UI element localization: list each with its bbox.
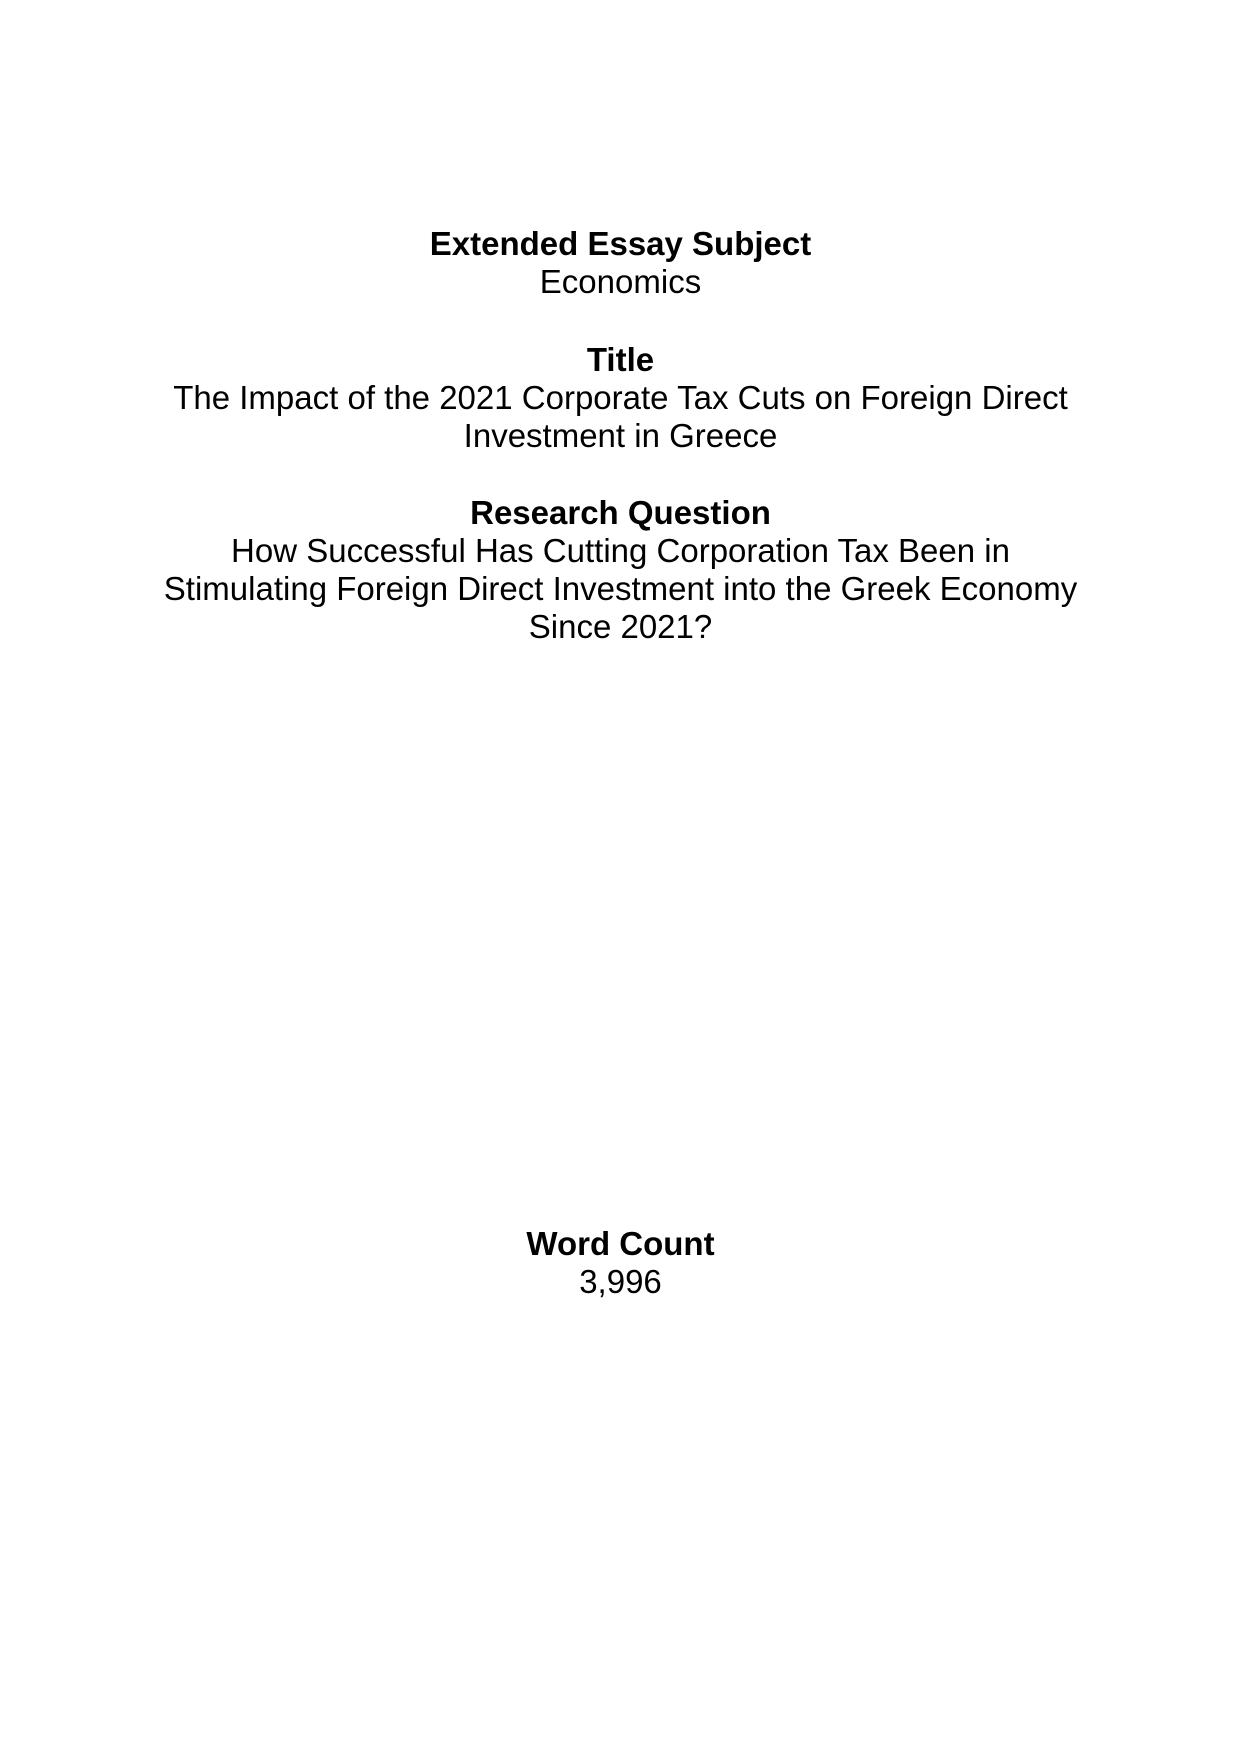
subject-value: Economics xyxy=(539,263,702,300)
title-section xyxy=(120,341,1121,455)
research-question-line-1: How Successful Has Cutting Corporation Tax Been in xyxy=(231,532,1010,569)
research-question-heading: Research Question xyxy=(470,494,771,531)
word-count-section xyxy=(120,1225,1121,1301)
research-question-line-2: Stimulating Foreign Direct Investment into the Greek Economy xyxy=(163,570,1078,607)
word-count-heading: Word Count xyxy=(526,1225,715,1262)
subject-section xyxy=(120,225,1121,301)
title-heading: Title xyxy=(586,341,655,378)
word-count-value: 3,996 xyxy=(579,1263,662,1300)
subject-heading: Extended Essay Subject xyxy=(429,225,812,262)
title-line-1: The Impact of the 2021 Corporate Tax Cuts on Foreign Direct xyxy=(173,379,1068,416)
research-question-section xyxy=(120,494,1121,646)
title-line-2: Investment in Greece xyxy=(463,417,778,454)
research-question-line-3: Since 2021? xyxy=(528,608,713,645)
